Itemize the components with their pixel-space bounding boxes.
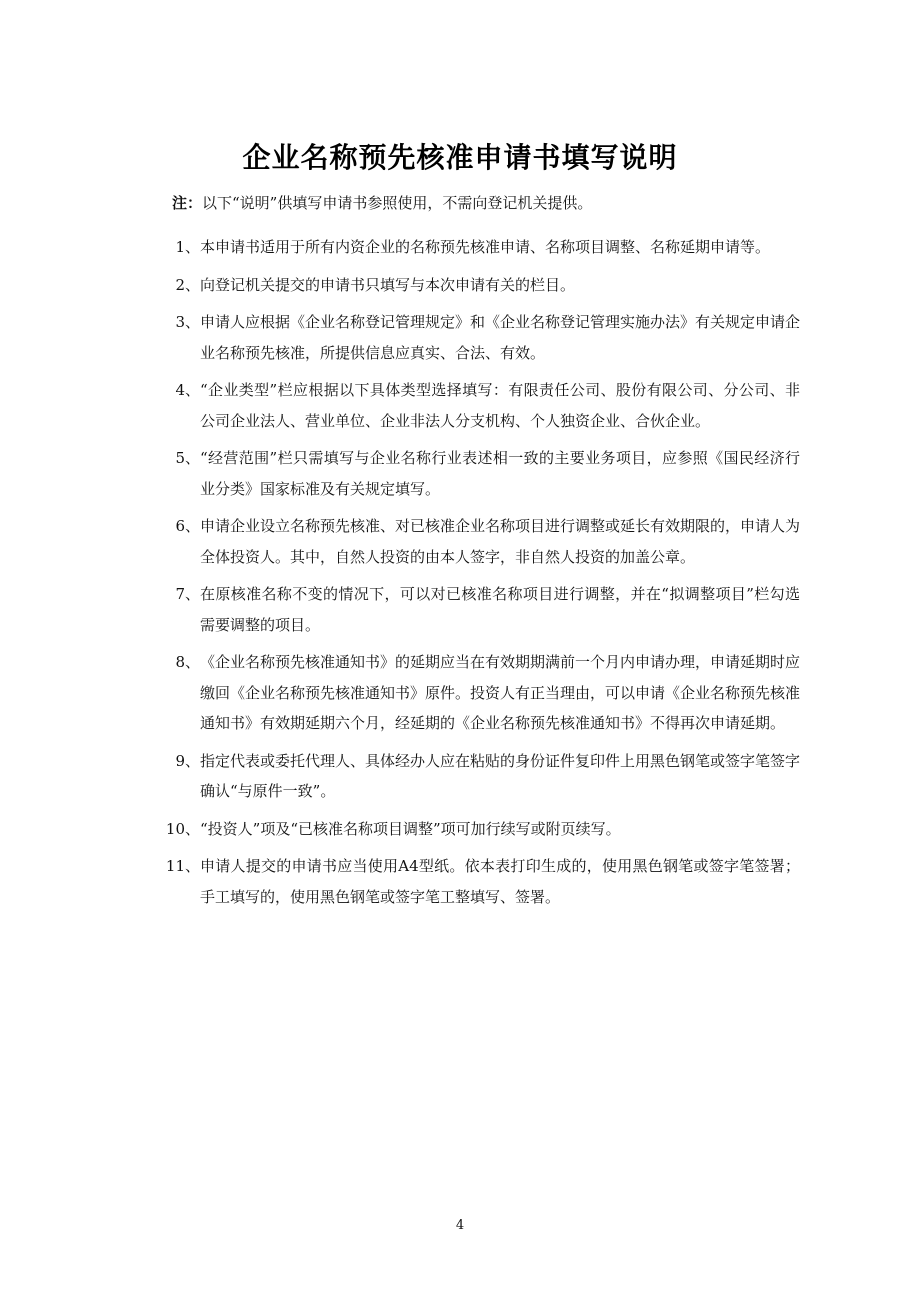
note-text: 以下“说明”供填写申请书参照使用，不需向登记机关提供。 (202, 194, 593, 212)
list-item (160, 647, 800, 739)
list-item-number: 3、 (175, 313, 200, 331)
list-item-number: 7、 (175, 585, 200, 603)
list-item-number: 2、 (175, 275, 200, 294)
list-item-text: 本申请书适用于所有内资企业的名称预先核准申请、名称项目调整、名称延期申请等。 (200, 238, 771, 256)
list-item-text: 申请人提交的申请书应当使用A4型纸。依本表打印生成的，使用黑色钢笔或签字笔签署；手工填写的，使用黑色钢笔或签字笔工整填写、签署。 (200, 857, 800, 906)
list-item-text: “企业类型”栏应根据以下具体类型选择填写：有限责任公司、股份有限公司、分公司、非公司企业法人、营业单位、企业非法人分支机构、个人独资企业、合伙企业。 (200, 381, 800, 430)
list-item-number: 11、 (165, 857, 200, 875)
page-title: 企业名称预先核准申请书填写说明 (242, 141, 678, 174)
list-item (160, 270, 800, 301)
list-item-text: 申请企业设立名称预先核准、对已核准企业名称项目进行调整或延长有效期限的，申请人为全体投资人。其中，自然人投资的由本人签字，非自然人投资的加盖公章。 (200, 517, 801, 566)
list-item-number: 5、 (175, 449, 200, 467)
list-item-number: 6、 (175, 517, 200, 535)
list-item-text: 在原核准名称不变的情况下，可以对已核准名称项目进行调整，并在“拟调整项目”栏勾选需要调整的项目。 (200, 585, 800, 634)
list-item-text: 向登记机关提交的申请书只填写与本次申请有关的栏目。 (200, 275, 576, 294)
list-item-number: 10、 (165, 819, 200, 838)
list-item (160, 375, 800, 436)
list-item (160, 579, 800, 640)
list-item (160, 232, 800, 263)
list-item-number: 1、 (175, 238, 200, 256)
list-item-number: 4、 (175, 381, 200, 399)
list-item (160, 511, 800, 572)
instruction-list (160, 232, 800, 919)
list-item-text: 申请人应根据《企业名称登记管理规定》和《企业名称登记管理实施办法》有关规定申请企业名称预先核准，所提供信息应真实、合法、有效。 (200, 313, 801, 362)
page-number: 4 (455, 1218, 465, 1233)
list-item (160, 443, 800, 504)
note-label: 注： (172, 194, 203, 212)
list-item-number: 9、 (175, 751, 200, 770)
list-item (160, 746, 800, 807)
list-item-text: 《企业名称预先核准通知书》的延期应当在有效期期满前一个月内申请办理，申请延期时应缴回《企业名称预先核准通知书》原件。投资人有正当理由，可以申请《企业名称预先核准通知书》有效期延期六个月，经延期的《企业名称预先核准通知书》不得再次申请延期。 (200, 653, 801, 732)
list-item-text: 指定代表或委托代理人、具体经办人应在粘贴的身份证件复印件上用黑色钢笔或签字笔签字确认“与原件一致”。 (200, 751, 801, 800)
list-item (160, 814, 800, 845)
list-item (160, 307, 800, 368)
list-item-text: “投资人”项及“已核准名称项目调整”项可加行续写或附页续写。 (200, 819, 621, 838)
list-item-number: 8、 (175, 653, 200, 671)
list-item-text: “经营范围”栏只需填写与企业名称行业表述相一致的主要业务项目，应参照《国民经济行业分类》国家标准及有关规定填写。 (200, 449, 800, 498)
note-paragraph (172, 192, 592, 214)
list-item (160, 851, 800, 912)
